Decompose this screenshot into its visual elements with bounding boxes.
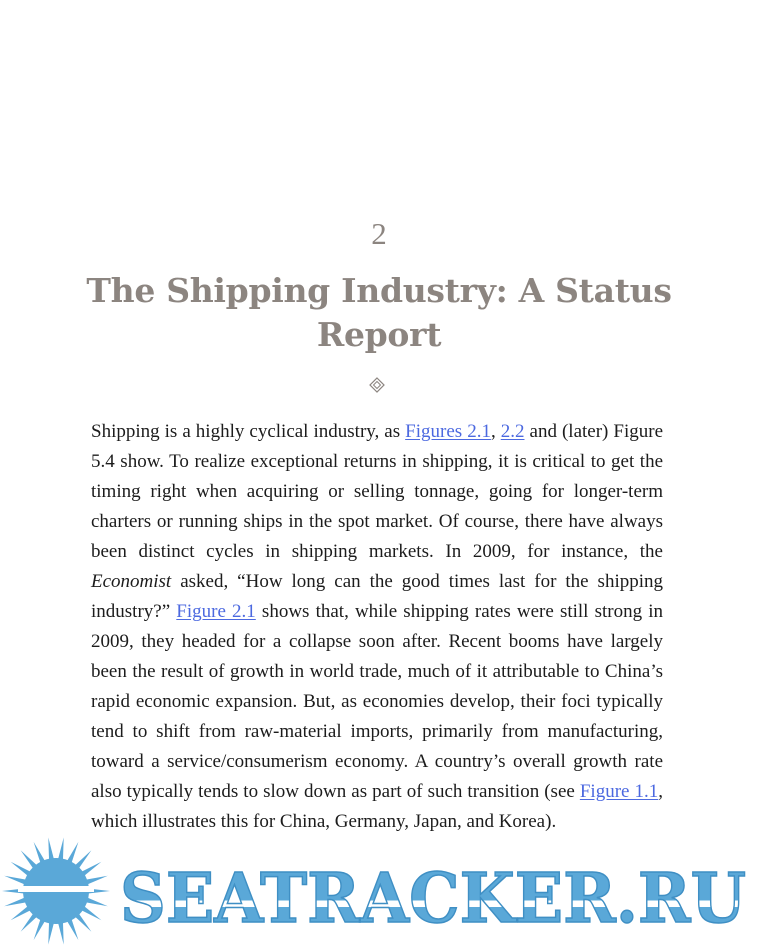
- text-run: ,: [490, 421, 501, 442]
- text-run: Shipping is a highly cyclical industry, as: [91, 421, 406, 442]
- text-run: , which illustrates this for China, Germany, Japan, and Korea).: [91, 781, 663, 832]
- chapter-number: 2: [371, 216, 387, 251]
- text-run: shows that, while shipping rates were still strong in 2009, they headed for a collapse soon after. Recent booms have largely been the result of growth in world trade, much of it attributable to China’s rapid economic expansion. But, as economies develop, their foci typically tend to shift from raw-material imports, primarily from manufacturing, toward a service/consumerism economy. A country’s overall growth rate also typically tends to slow down as part of such transition (see: [91, 601, 664, 802]
- text-run: asked, “How long can the good times last for the shipping industry?”: [91, 571, 663, 622]
- watermark-text: SEATRACKER.RU: [120, 859, 746, 939]
- economist-title: Economist: [91, 571, 172, 592]
- body-paragraph: [91, 417, 663, 837]
- figure-2-1-link-second[interactable]: Figure 2.1: [176, 601, 256, 622]
- figure-2-1-link[interactable]: Figures 2.1: [405, 421, 491, 442]
- diamond-ornament-icon: [369, 377, 385, 393]
- sun-logo-icon: [2, 838, 110, 945]
- watermark: [0, 836, 758, 946]
- figure-2-2-link[interactable]: 2.2: [500, 421, 525, 442]
- chapter-title: The Shipping Industry: A Status Report: [86, 271, 672, 354]
- text-run: and (later) Figure 5.4 show. To realize exceptional returns in shipping, it is critical to get the timing right when acquiring or selling tonnage, going for longer-term charters or running ships in the spot market. Of course, there have always been distinct cycles in shipping markets. In 2009, for instance, the: [91, 421, 664, 562]
- figure-1-1-link[interactable]: Figure 1.1: [579, 781, 659, 802]
